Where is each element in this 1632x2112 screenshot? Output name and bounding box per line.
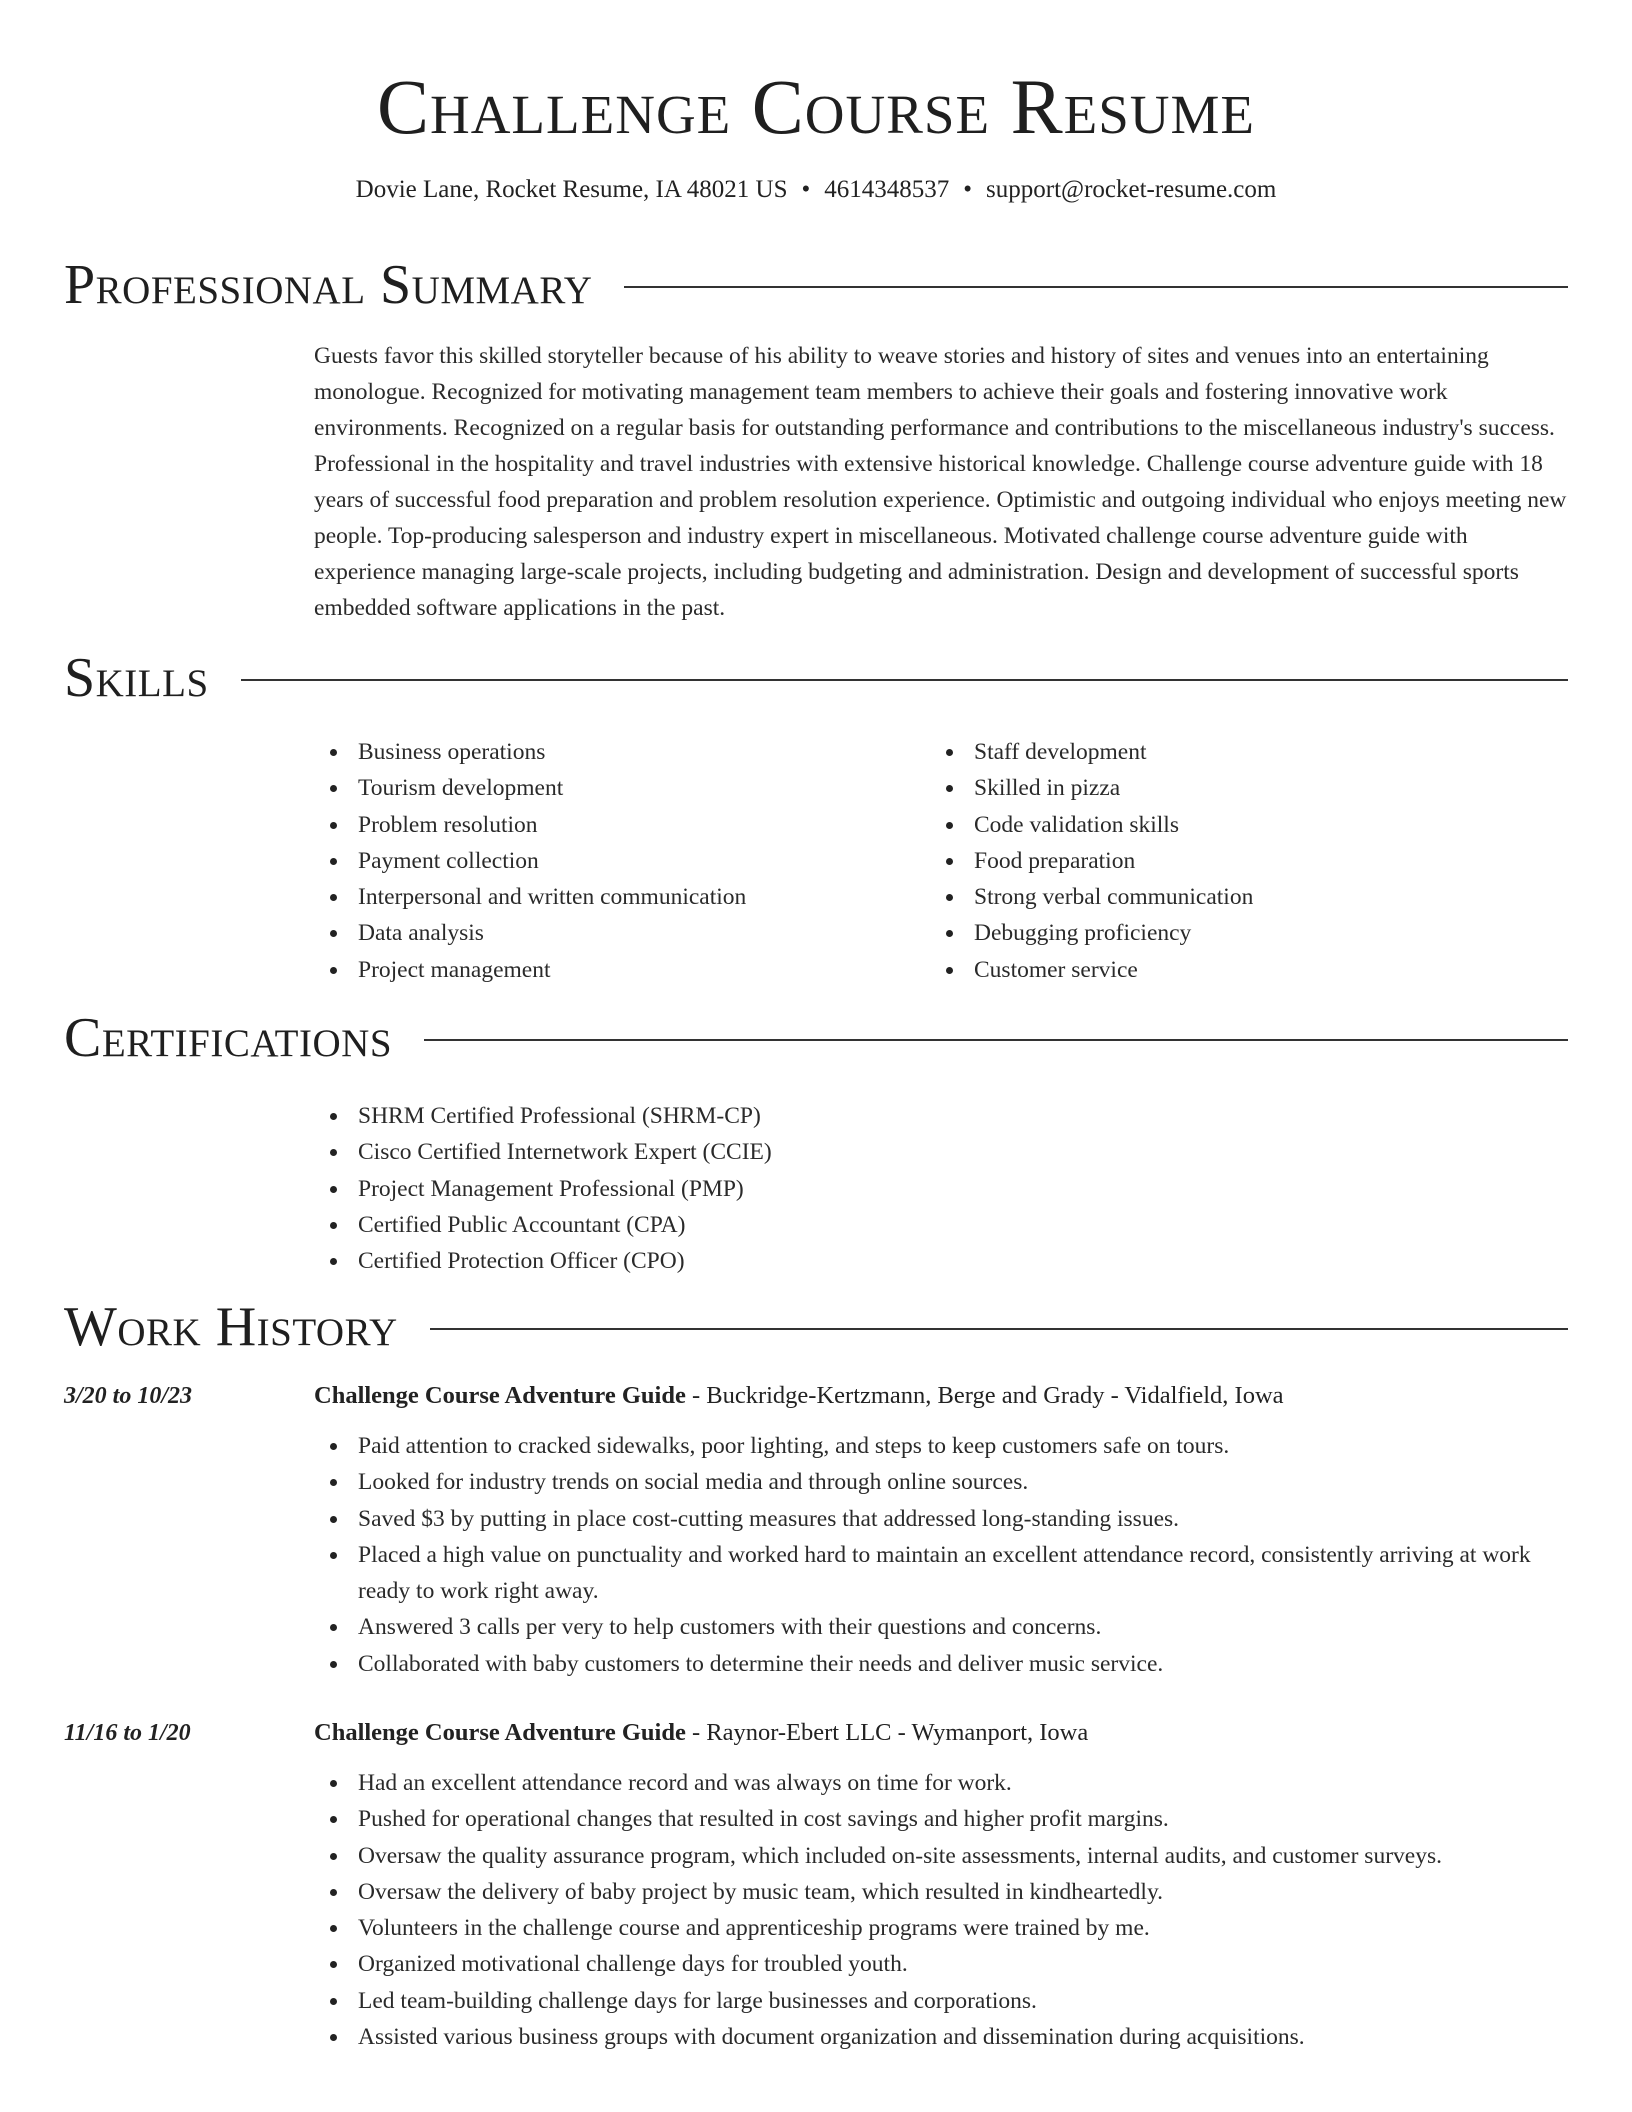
job-role: Challenge Course Adventure Guide — [314, 1382, 686, 1409]
certification-item: Certified Protection Officer (CPO) — [314, 1243, 1214, 1279]
skill-item: Strong verbal communication — [930, 879, 1530, 915]
section-title-summary: Professional Summary — [64, 254, 593, 316]
contact-phone: 4614348537 — [824, 176, 950, 203]
skill-item: Data analysis — [314, 915, 914, 951]
job-bullet: Had an excellent attendance record and was always on time for work. — [314, 1765, 1570, 1801]
job-bullet: Organized motivational challenge days for troubled youth. — [314, 1946, 1570, 1982]
job-dates: 11/16 to 1/20 — [64, 1720, 191, 1746]
job-bullet: Volunteers in the challenge course and apprenticeship programs were trained by me. — [314, 1910, 1570, 1946]
job-employer-location: - Raynor-Ebert LLC - Wymanport, Iowa — [685, 1719, 1089, 1746]
section-header-summary — [64, 250, 1568, 320]
skills-list-right — [930, 734, 1530, 988]
skills-list-left — [314, 734, 914, 988]
job-bullet: Pushed for operational changes that resulted in cost savings and higher profit margins. — [314, 1801, 1570, 1837]
contact-line — [0, 172, 1632, 208]
contact-address: Dovie Lane, Rocket Resume, IA 48021 US — [355, 176, 788, 203]
job-bullet: Saved $3 by putting in place cost-cutting measures that addressed long-standing issues. — [314, 1501, 1570, 1537]
job-bullets — [314, 1765, 1570, 2055]
resume-title: Challenge Course Resume — [376, 63, 1256, 150]
contact-email: support@rocket-resume.com — [986, 176, 1277, 203]
skill-item: Customer service — [930, 952, 1530, 988]
section-divider — [424, 1039, 1568, 1041]
section-divider — [241, 679, 1568, 681]
certifications-list — [314, 1098, 1214, 1279]
certification-item: SHRM Certified Professional (SHRM-CP) — [314, 1098, 1214, 1134]
section-title-certifications: Certifications — [64, 1007, 393, 1069]
job-bullet: Collaborated with baby customers to determine their needs and deliver music service. — [314, 1646, 1570, 1682]
certification-item: Cisco Certified Internetwork Expert (CCIE) — [314, 1134, 1214, 1170]
job-bullet: Led team-building challenge days for large businesses and corporations. — [314, 1983, 1570, 2019]
section-divider — [430, 1328, 1568, 1330]
section-title-work-history: Work History — [64, 1296, 398, 1358]
contact-separator: • — [801, 176, 811, 203]
section-header-work-history — [64, 1292, 1568, 1362]
job-bullet: Oversaw the delivery of baby project by music team, which resulted in kindheartedly. — [314, 1874, 1570, 1910]
job-bullet: Looked for industry trends on social media and through online sources. — [314, 1464, 1570, 1500]
job-dates: 3/20 to 10/23 — [64, 1383, 193, 1409]
job-heading — [314, 1378, 1284, 1414]
job-bullet: Answered 3 calls per very to help customers with their questions and concerns. — [314, 1609, 1570, 1645]
skill-item: Business operations — [314, 734, 914, 770]
skill-item: Debugging proficiency — [930, 915, 1530, 951]
certification-item: Project Management Professional (PMP) — [314, 1171, 1214, 1207]
skill-item: Payment collection — [314, 843, 914, 879]
skill-item: Tourism development — [314, 770, 914, 806]
contact-separator: • — [963, 176, 973, 203]
section-title-skills: Skills — [64, 647, 209, 709]
job-employer-location: - Buckridge-Kertzmann, Berge and Grady - Vidalfield, Iowa — [685, 1382, 1284, 1409]
job-heading — [314, 1715, 1088, 1751]
job-bullet: Paid attention to cracked sidewalks, poor lighting, and steps to keep customers safe on tours. — [314, 1428, 1570, 1464]
job-bullet: Placed a high value on punctuality and worked hard to maintain an excellent attendance record, consistently arriving at work ready to work right away. — [314, 1537, 1570, 1610]
section-divider — [624, 286, 1568, 288]
job-bullet: Assisted various business groups with document organization and dissemination during acquisitions. — [314, 2019, 1570, 2055]
skill-item: Staff development — [930, 734, 1530, 770]
skill-item: Food preparation — [930, 843, 1530, 879]
summary-text: Guests favor this skilled storyteller because of his ability to weave stories and history of sites and venues into an entertaining monologue. Recognized for motivating management team members to achieve their goals and fostering innovative work environments. Recognized on a regular basis for outstanding performance and contributions to the miscellaneous industry's success. Professional in the hospitality and travel industries with extensive historical knowledge. Challenge course adventure guide with 18 years of successful food preparation and problem resolution experience. Optimistic and outgoing individual who enjoys meeting new people. Top-producing salesperson and industry expert in miscellaneous. Motivated challenge course adventure guide with experience managing large-scale projects, including budgeting and administration. Design and development of successful sports embedded software applications in the past. — [314, 343, 1567, 621]
skill-item: Skilled in pizza — [930, 770, 1530, 806]
skill-item: Problem resolution — [314, 807, 914, 843]
skill-item: Code validation skills — [930, 807, 1530, 843]
job-role: Challenge Course Adventure Guide — [314, 1719, 686, 1746]
job-bullet: Oversaw the quality assurance program, which included on-site assessments, internal audits, and customer surveys. — [314, 1838, 1570, 1874]
section-header-skills — [64, 643, 1568, 713]
certification-item: Certified Public Accountant (CPA) — [314, 1207, 1214, 1243]
section-header-certifications — [64, 1003, 1568, 1073]
skill-item: Project management — [314, 952, 914, 988]
job-bullets — [314, 1428, 1570, 1682]
skill-item: Interpersonal and written communication — [314, 879, 914, 915]
